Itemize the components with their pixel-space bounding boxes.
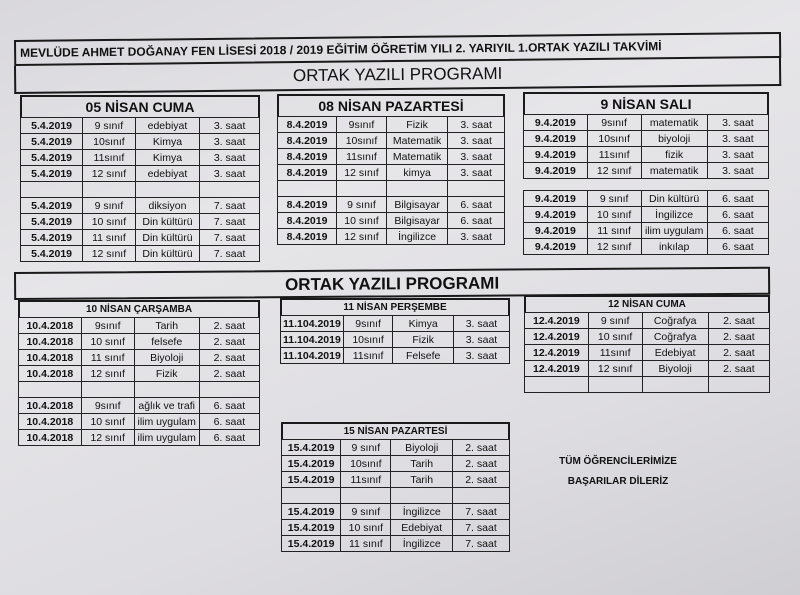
table-row: [282, 520, 510, 536]
subject-cell: [391, 488, 453, 504]
subject-cell: biyoloji: [641, 131, 707, 147]
schedule-title-08-nisan: 08 NİSAN PAZARTESİ: [277, 94, 505, 116]
class-cell: 9 sınıf: [588, 313, 642, 329]
subject-cell: Kimya: [135, 150, 200, 166]
schedule-table-10-nisan: [18, 317, 260, 446]
subject-cell: Bilgisayar: [386, 197, 447, 213]
class-cell: 9sınıf: [337, 117, 387, 133]
subject-cell: Fizik: [393, 332, 454, 348]
date-cell: 10.4.2018: [19, 414, 82, 430]
date-cell: 8.4.2019: [278, 165, 337, 181]
period-cell: 3. saat: [453, 332, 509, 348]
table-row: [21, 198, 260, 214]
period-cell: 3. saat: [448, 165, 505, 181]
subject-cell: Biyoloji: [134, 350, 199, 366]
date-cell: 10.4.2018: [19, 350, 82, 366]
period-cell: 7. saat: [452, 536, 509, 552]
table-row: [281, 348, 510, 364]
schedule-title-10-nisan: 10 NİSAN ÇARŞAMBA: [18, 300, 260, 317]
class-cell: 11 sınıf: [83, 230, 136, 246]
schedule-title-15-nisan: 15 NİSAN PAZARTESİ: [281, 422, 510, 439]
class-cell: 12 sınıf: [587, 239, 641, 255]
table-row: [278, 149, 505, 165]
subject-cell: Biyoloji: [642, 361, 708, 377]
period-cell: 6. saat: [707, 239, 768, 255]
date-cell: 10.4.2018: [19, 430, 82, 446]
program-title-bottom: ORTAK YAZILI PROGRAMI: [14, 267, 770, 300]
date-cell: 5.4.2019: [21, 118, 83, 134]
table-row: [21, 182, 260, 198]
period-cell: [708, 377, 769, 393]
class-cell: [341, 488, 391, 504]
class-cell: 10 sınıf: [81, 334, 134, 350]
period-cell: 2. saat: [452, 440, 509, 456]
period-cell: 6. saat: [448, 197, 505, 213]
period-cell: 2. saat: [708, 361, 769, 377]
class-cell: 9 sınıf: [341, 504, 391, 520]
table-row: [19, 430, 260, 446]
class-cell: 9sınıf: [587, 115, 641, 131]
table-row: [19, 350, 260, 366]
period-cell: 2. saat: [708, 345, 769, 361]
date-cell: 9.4.2019: [524, 163, 588, 179]
period-cell: 3. saat: [707, 147, 768, 163]
class-cell: 10 sınıf: [588, 329, 642, 345]
date-cell: 9.4.2019: [524, 207, 588, 223]
class-cell: 12 sınıf: [337, 165, 387, 181]
schedule-title-12-nisan: 12 NİSAN CUMA: [524, 295, 770, 312]
class-cell: 12 sınıf: [337, 229, 387, 245]
period-cell: 7. saat: [200, 246, 260, 262]
table-row: [21, 166, 260, 182]
table-row: [19, 414, 260, 430]
date-cell: 8.4.2019: [278, 117, 337, 133]
table-row: [525, 361, 770, 377]
class-cell: [81, 382, 134, 398]
subject-cell: ilim uygulam: [134, 430, 199, 446]
period-cell: 3. saat: [200, 134, 260, 150]
table-row: [21, 214, 260, 230]
class-cell: 10 sınıf: [81, 414, 134, 430]
table-row: [278, 213, 505, 229]
date-cell: 12.4.2019: [525, 361, 589, 377]
date-cell: 8.4.2019: [278, 197, 337, 213]
table-row: [19, 398, 260, 414]
subject-cell: matematik: [641, 115, 707, 131]
table-row: [524, 207, 769, 223]
subject-cell: ilim uygulam: [134, 414, 199, 430]
class-cell: 9 sınıf: [337, 197, 387, 213]
table-row: [278, 133, 505, 149]
subject-cell: ilim uygulam: [641, 223, 707, 239]
subject-cell: [134, 382, 199, 398]
subject-cell: matematik: [641, 163, 707, 179]
class-cell: 9 sınıf: [83, 198, 136, 214]
date-cell: 9.4.2019: [524, 191, 588, 207]
subject-cell: Matematik: [386, 133, 447, 149]
table-row: [524, 115, 769, 131]
table-row: [278, 117, 505, 133]
subject-cell: [135, 182, 200, 198]
table-row: [278, 229, 505, 245]
class-cell: 11sınıf: [341, 472, 391, 488]
date-cell: 8.4.2019: [278, 133, 337, 149]
date-cell: 10.4.2018: [19, 318, 82, 334]
subject-cell: edebiyat: [135, 166, 200, 182]
period-cell: 3. saat: [707, 163, 768, 179]
date-cell: 9.4.2019: [524, 223, 588, 239]
date-cell: 8.4.2019: [278, 149, 337, 165]
subject-cell: Fizik: [134, 366, 199, 382]
table-row: [19, 366, 260, 382]
subject-cell: kimya: [386, 165, 447, 181]
class-cell: 10sınıf: [83, 134, 136, 150]
date-cell: 15.4.2019: [282, 440, 341, 456]
date-cell: 10.4.2018: [19, 366, 82, 382]
date-cell: [278, 181, 337, 197]
class-cell: 9 sınıf: [341, 440, 391, 456]
schedule-table-05-nisan: [20, 117, 260, 262]
subject-cell: Edebiyat: [391, 520, 453, 536]
table-row: [278, 181, 505, 197]
class-cell: 12 sınıf: [587, 163, 641, 179]
period-cell: 6. saat: [707, 223, 768, 239]
class-cell: 10sınıf: [587, 131, 641, 147]
class-cell: 11 sınıf: [341, 536, 391, 552]
class-cell: 10 sınıf: [83, 214, 136, 230]
date-cell: 8.4.2019: [278, 229, 337, 245]
table-row: [21, 118, 260, 134]
table-row: [524, 223, 769, 239]
class-cell: 11sınıf: [343, 348, 393, 364]
subject-cell: Din kültürü: [135, 214, 200, 230]
class-cell: 9 sınıf: [83, 118, 136, 134]
period-cell: 3. saat: [200, 166, 260, 182]
date-cell: [525, 377, 589, 393]
period-cell: 6. saat: [448, 213, 505, 229]
subject-cell: İngilizce: [391, 536, 453, 552]
table-row: [524, 131, 769, 147]
period-cell: 3. saat: [200, 150, 260, 166]
class-cell: 10sınıf: [341, 456, 391, 472]
class-cell: 9 sınıf: [587, 191, 641, 207]
class-cell: [83, 182, 136, 198]
date-cell: 5.4.2019: [21, 230, 83, 246]
schedule-table-09-nisan-morning: [523, 114, 769, 179]
subject-cell: Matematik: [386, 149, 447, 165]
date-cell: 15.4.2019: [282, 520, 341, 536]
table-row: [21, 134, 260, 150]
table-row: [281, 316, 510, 332]
period-cell: 3. saat: [448, 133, 505, 149]
period-cell: 2. saat: [199, 366, 259, 382]
table-row: [524, 239, 769, 255]
subject-cell: Biyoloji: [391, 440, 453, 456]
date-cell: 9.4.2019: [524, 147, 588, 163]
subject-cell: Kimya: [135, 134, 200, 150]
period-cell: 3. saat: [448, 149, 505, 165]
schedule-title-09-nisan: 9 NİSAN SALI: [523, 92, 769, 114]
table-row: [524, 163, 769, 179]
schedule-table-12-nisan: [524, 312, 770, 393]
program-title-top: ORTAK YAZILI PROGRAMI: [14, 58, 781, 94]
date-cell: 5.4.2019: [21, 134, 83, 150]
schedule-title-05-nisan: 05 NİSAN CUMA: [20, 95, 260, 117]
table-row: [282, 504, 510, 520]
period-cell: 2. saat: [452, 472, 509, 488]
date-cell: 5.4.2019: [21, 166, 83, 182]
table-row: [21, 150, 260, 166]
school-title: MEVLÜDE AHMET DOĞANAY FEN LİSESİ 2018 / 2019 EĞİTİM ÖĞRETİM YILI 2. YARIYIL 1.ORTAK YAZILI TAKVİMİ: [14, 32, 781, 66]
date-cell: [282, 488, 341, 504]
date-cell: 8.4.2019: [278, 213, 337, 229]
schedule-title-11-nisan: 11 NİSAN PERŞEMBE: [280, 298, 510, 315]
subject-cell: İngilizce: [386, 229, 447, 245]
period-cell: [448, 181, 505, 197]
period-cell: 2. saat: [708, 329, 769, 345]
wish-line-2: BAŞARILAR DİLERİZ: [567, 476, 669, 487]
subject-cell: Din kültürü: [135, 246, 200, 262]
table-row: [282, 456, 510, 472]
class-cell: 10 sınıf: [587, 207, 641, 223]
class-cell: 10sınıf: [343, 332, 393, 348]
subject-cell: Tarih: [391, 456, 453, 472]
date-cell: 12.4.2019: [525, 345, 589, 361]
period-cell: 2. saat: [199, 318, 259, 334]
date-cell: 5.4.2019: [21, 150, 83, 166]
class-cell: [588, 377, 642, 393]
date-cell: 11.104.2019: [281, 348, 344, 364]
date-cell: 15.4.2019: [282, 536, 341, 552]
period-cell: 2. saat: [452, 456, 509, 472]
subject-cell: felsefe: [134, 334, 199, 350]
date-cell: 10.4.2018: [19, 334, 82, 350]
class-cell: 12 sınıf: [588, 361, 642, 377]
period-cell: 3. saat: [200, 118, 260, 134]
date-cell: [21, 182, 83, 198]
schedule-table-08-nisan: [277, 116, 505, 245]
period-cell: 6. saat: [707, 191, 768, 207]
subject-cell: diksiyon: [135, 198, 200, 214]
table-row: [282, 488, 510, 504]
date-cell: 9.4.2019: [524, 239, 588, 255]
date-cell: 11.104.2019: [281, 332, 344, 348]
subject-cell: Kimya: [393, 316, 454, 332]
subject-cell: Din kültürü: [641, 191, 707, 207]
class-cell: [337, 181, 387, 197]
class-cell: 12 sınıf: [83, 166, 136, 182]
table-row: [21, 246, 260, 262]
period-cell: 2. saat: [199, 334, 259, 350]
period-cell: 6. saat: [707, 207, 768, 223]
date-cell: 12.4.2019: [525, 313, 589, 329]
class-cell: 10 sınıf: [341, 520, 391, 536]
table-row: [19, 318, 260, 334]
table-row: [278, 197, 505, 213]
schedule-table-11-nisan: [280, 315, 510, 364]
date-cell: 9.4.2019: [524, 131, 588, 147]
subject-cell: Tarih: [391, 472, 453, 488]
subject-cell: İngilizce: [391, 504, 453, 520]
table-row: [282, 536, 510, 552]
period-cell: 6. saat: [199, 430, 259, 446]
period-cell: 6. saat: [199, 414, 259, 430]
date-cell: 5.4.2019: [21, 198, 83, 214]
class-cell: 9sınıf: [81, 398, 134, 414]
period-cell: [200, 182, 260, 198]
period-cell: 7. saat: [452, 504, 509, 520]
date-cell: 9.4.2019: [524, 115, 588, 131]
subject-cell: İngilizce: [641, 207, 707, 223]
date-cell: 15.4.2019: [282, 504, 341, 520]
class-cell: 11sınıf: [83, 150, 136, 166]
date-cell: 10.4.2018: [19, 398, 82, 414]
period-cell: 3. saat: [707, 131, 768, 147]
period-cell: [452, 488, 509, 504]
class-cell: 11sınıf: [587, 147, 641, 163]
period-cell: 2. saat: [199, 350, 259, 366]
subject-cell: [642, 377, 708, 393]
subject-cell: Bilgisayar: [386, 213, 447, 229]
date-cell: 11.104.2019: [281, 316, 344, 332]
class-cell: 9sınıf: [343, 316, 393, 332]
class-cell: 12 sınıf: [83, 246, 136, 262]
period-cell: 6. saat: [199, 398, 259, 414]
subject-cell: inkılap: [641, 239, 707, 255]
table-row: [278, 165, 505, 181]
table-row: [524, 147, 769, 163]
class-cell: 11 sınıf: [81, 350, 134, 366]
class-cell: 12 sınıf: [81, 430, 134, 446]
subject-cell: Din kültürü: [135, 230, 200, 246]
table-row: [525, 329, 770, 345]
table-row: [525, 377, 770, 393]
table-row: [281, 332, 510, 348]
period-cell: 7. saat: [200, 214, 260, 230]
table-row: [524, 191, 769, 207]
table-row: [282, 472, 510, 488]
date-cell: 12.4.2019: [525, 329, 589, 345]
class-cell: 11 sınıf: [587, 223, 641, 239]
subject-cell: edebiyat: [135, 118, 200, 134]
date-cell: [19, 382, 82, 398]
period-cell: 7. saat: [200, 230, 260, 246]
table-row: [19, 382, 260, 398]
subject-cell: Tarih: [134, 318, 199, 334]
class-cell: 10sınıf: [337, 133, 387, 149]
date-cell: 15.4.2019: [282, 472, 341, 488]
schedule-table-09-nisan-afternoon: [523, 190, 769, 255]
date-cell: 5.4.2019: [21, 246, 83, 262]
class-cell: 11sınıf: [588, 345, 642, 361]
table-row: [282, 440, 510, 456]
subject-cell: Coğrafya: [642, 329, 708, 345]
date-cell: 15.4.2019: [282, 456, 341, 472]
class-cell: 12 sınıf: [81, 366, 134, 382]
subject-cell: Fizik: [386, 117, 447, 133]
period-cell: 3. saat: [453, 316, 509, 332]
schedule-table-15-nisan: [281, 439, 510, 552]
subject-cell: fizik: [641, 147, 707, 163]
date-cell: 5.4.2019: [21, 214, 83, 230]
table-row: [525, 313, 770, 329]
subject-cell: Felsefe: [393, 348, 454, 364]
table-row: [19, 334, 260, 350]
subject-cell: Coğrafya: [642, 313, 708, 329]
period-cell: 3. saat: [448, 229, 505, 245]
period-cell: 2. saat: [708, 313, 769, 329]
subject-cell: ağlık ve trafi: [134, 398, 199, 414]
period-cell: [199, 382, 259, 398]
period-cell: 3. saat: [448, 117, 505, 133]
period-cell: 3. saat: [453, 348, 509, 364]
class-cell: 10 sınıf: [337, 213, 387, 229]
good-luck-message: [548, 454, 688, 490]
class-cell: 11sınıf: [337, 149, 387, 165]
period-cell: 7. saat: [452, 520, 509, 536]
class-cell: 9sınıf: [81, 318, 134, 334]
subject-cell: [386, 181, 447, 197]
period-cell: 7. saat: [200, 198, 260, 214]
wish-line-1: TÜM ÖĞRENCİLERİMİZE: [559, 456, 677, 467]
period-cell: 3. saat: [707, 115, 768, 131]
subject-cell: Edebiyat: [642, 345, 708, 361]
table-row: [21, 230, 260, 246]
table-row: [525, 345, 770, 361]
